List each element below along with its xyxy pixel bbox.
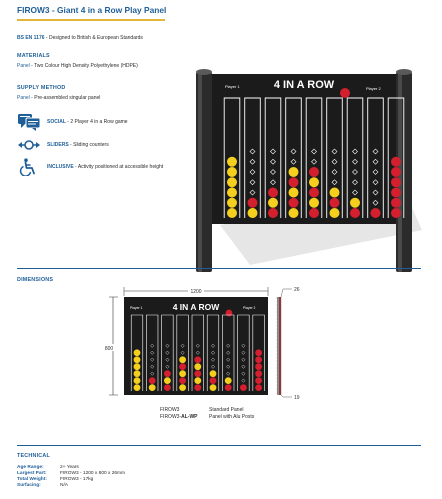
yellow-counter	[227, 198, 237, 208]
yellow-counter	[289, 208, 299, 218]
yellow-counter	[134, 384, 141, 391]
dimension-diagram	[100, 283, 310, 405]
red-counter	[391, 167, 401, 177]
yellow-counter	[134, 363, 141, 370]
red-counter	[255, 377, 262, 384]
yellow-counter	[330, 208, 340, 218]
diagram-panel-title: 4 IN A ROW	[172, 302, 220, 312]
red-counter	[309, 208, 319, 218]
red-counter	[268, 208, 278, 218]
technical-heading: TECHNICAL	[17, 453, 50, 459]
yellow-counter	[194, 363, 201, 370]
yellow-counter	[227, 157, 237, 167]
red-counter	[309, 188, 319, 198]
technical-rule	[17, 445, 421, 446]
yellow-counter	[289, 188, 299, 198]
dim-height-label: 800	[104, 346, 114, 352]
yellow-counter	[210, 370, 217, 377]
red-counter	[289, 177, 299, 187]
dim-width-label: 1200	[190, 289, 202, 295]
product-player1-label: Player 1	[225, 84, 240, 89]
yellow-counter	[309, 177, 319, 187]
standards-text: - Designed to British & European Standards	[44, 35, 143, 41]
red-counter	[391, 188, 401, 198]
red-counter	[391, 208, 401, 218]
materials-heading: MATERIALS	[17, 53, 50, 59]
feature-social-label: SOCIAL - 2 Player 4 in a Row game	[47, 119, 128, 125]
yellow-counter	[210, 384, 217, 391]
spec-row: Total Weight: FIROW3 - 17kg	[17, 477, 94, 482]
dimensions-heading: DIMENSIONS	[17, 277, 54, 283]
red-counter	[268, 188, 278, 198]
feature-inclusive	[17, 158, 187, 176]
yellow-counter	[179, 370, 186, 377]
wheelchair-icon	[17, 158, 41, 176]
red-counter	[391, 198, 401, 208]
materials-text: - Two Colour High Density Polyethylene (HDPE)	[29, 63, 138, 69]
red-counter	[179, 377, 186, 384]
supply-key: Panel	[17, 95, 30, 101]
yellow-counter	[227, 188, 237, 198]
yellow-counter	[350, 198, 360, 208]
red-counter	[248, 198, 258, 208]
yellow-counter	[268, 198, 278, 208]
chat-bubbles-icon	[17, 113, 41, 131]
red-counter	[255, 370, 262, 377]
page-title: FIROW3 - Giant 4 in a Row Play Panel	[17, 5, 167, 15]
dim-thickness-label: 19	[294, 395, 300, 401]
red-counter	[225, 384, 232, 391]
yellow-counter	[248, 208, 258, 218]
legend-row: FIROW3 Standard Panel	[160, 407, 244, 413]
yellow-counter	[309, 198, 319, 208]
supply-heading: SUPPLY METHOD	[17, 85, 66, 91]
materials-key: Panel	[17, 63, 30, 69]
legend-row: FIROW3-AL-WP Panel with Alu Posts	[160, 414, 255, 420]
product-illustration	[190, 60, 422, 275]
yellow-counter	[134, 370, 141, 377]
feature-sliders	[17, 136, 187, 154]
red-counter	[391, 177, 401, 187]
supply-line	[17, 95, 100, 101]
red-counter	[255, 349, 262, 356]
product-panel-title: 4 IN A ROW	[273, 79, 335, 91]
feature-inclusive-label: INCLUSIVE - Activity positioned at accessible height	[47, 164, 164, 170]
red-counter	[255, 363, 262, 370]
red-counter	[179, 363, 186, 370]
red-counter	[330, 198, 340, 208]
yellow-counter	[179, 356, 186, 363]
red-counter	[164, 384, 171, 391]
spec-row: Age Range: 2+ Years	[17, 465, 79, 470]
dim-top-offset-label: 26	[294, 287, 300, 293]
yellow-counter	[164, 377, 171, 384]
yellow-counter	[227, 167, 237, 177]
yellow-counter	[289, 167, 299, 177]
yellow-counter	[227, 177, 237, 187]
red-counter	[194, 384, 201, 391]
slider-arrows-icon	[17, 136, 41, 154]
technical-specs	[17, 465, 125, 489]
red-counter	[149, 377, 156, 384]
yellow-counter	[227, 208, 237, 218]
feature-social	[17, 113, 187, 131]
spec-row: Largest Part: FIROW3 - 1200 x 800 x 26mm	[17, 471, 126, 476]
feature-sliders-label: SLIDERS - Sliding counters	[47, 142, 109, 148]
red-counter	[371, 208, 381, 218]
standards-line	[17, 35, 143, 41]
title-underline	[17, 19, 165, 21]
red-counter	[350, 208, 360, 218]
product-code-legend	[160, 407, 254, 421]
yellow-counter	[225, 377, 232, 384]
spec-row: Surfacing: N/A	[17, 483, 68, 488]
yellow-counter	[134, 349, 141, 356]
standards-code: BS EN 1176	[17, 35, 45, 41]
yellow-counter	[134, 356, 141, 363]
red-counter	[289, 198, 299, 208]
red-counter	[309, 167, 319, 177]
diagram-player2-label: Player 2	[243, 306, 256, 310]
red-counter	[391, 157, 401, 167]
yellow-counter	[194, 377, 201, 384]
product-player2-label: Player 2	[366, 86, 381, 91]
supply-text: - Pre-assembled singular panel	[29, 95, 101, 101]
red-counter	[255, 384, 262, 391]
yellow-counter	[134, 377, 141, 384]
red-counter	[194, 370, 201, 377]
diagram-player1-label: Player 1	[130, 306, 143, 310]
yellow-counter	[179, 384, 186, 391]
red-counter	[240, 384, 247, 391]
yellow-counter	[149, 384, 156, 391]
red-counter	[255, 356, 262, 363]
materials-line	[17, 63, 138, 69]
red-counter	[210, 377, 217, 384]
yellow-counter	[330, 188, 340, 198]
red-counter	[194, 356, 201, 363]
red-counter	[164, 370, 171, 377]
dimensions-rule	[17, 268, 421, 269]
